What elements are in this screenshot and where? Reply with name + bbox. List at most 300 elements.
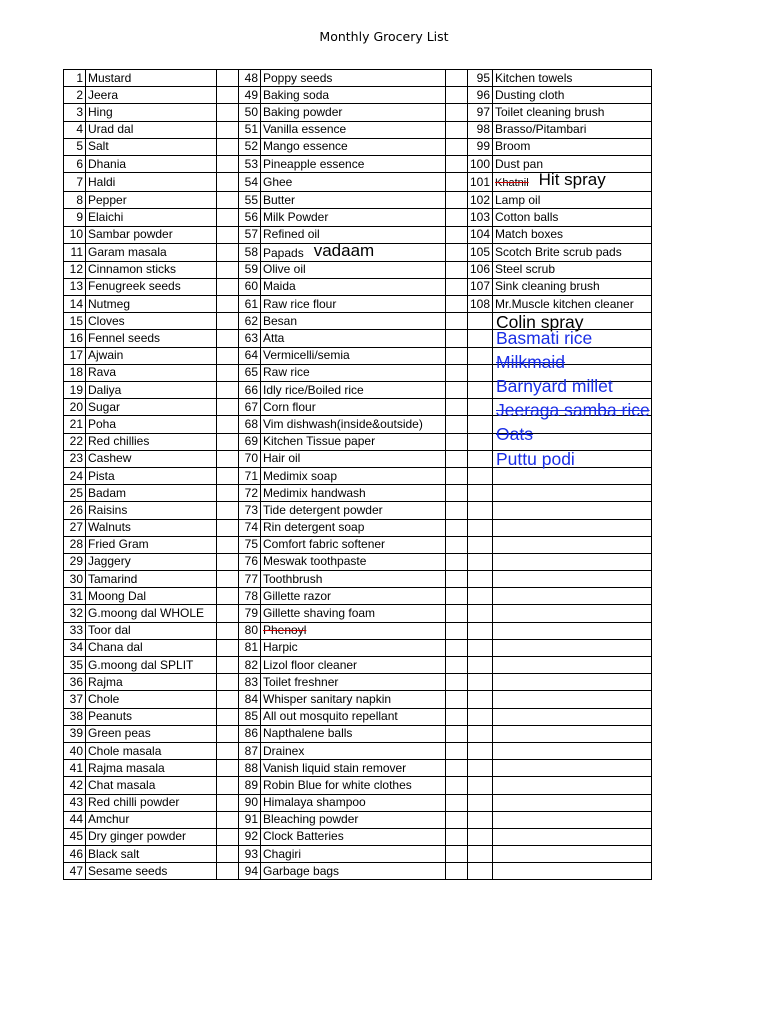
item-name xyxy=(86,622,217,639)
item-label: Rin detergent soap xyxy=(263,520,365,535)
item-number: 82 xyxy=(239,657,261,674)
item-check-cell xyxy=(217,433,239,450)
item-name xyxy=(86,192,217,209)
item-name xyxy=(261,138,446,155)
item-number: 55 xyxy=(239,192,261,209)
item-check-cell xyxy=(217,104,239,121)
item-label: Cinnamon sticks xyxy=(88,262,177,277)
item-number: 11 xyxy=(64,243,86,261)
item-check-cell xyxy=(446,777,468,794)
item-number: 97 xyxy=(468,104,493,121)
handwritten-item: Barnyard millet xyxy=(496,376,613,396)
item-number: 2 xyxy=(64,87,86,104)
item-number: 46 xyxy=(64,846,86,863)
item-name xyxy=(261,519,446,536)
item-name xyxy=(261,261,446,278)
item-number xyxy=(468,794,493,811)
table-row xyxy=(64,104,652,121)
item-check-cell xyxy=(446,725,468,742)
table-row xyxy=(64,70,652,87)
item-number: 86 xyxy=(239,725,261,742)
item-number: 70 xyxy=(239,450,261,467)
item-label: Daliya xyxy=(88,382,122,397)
item-name xyxy=(261,811,446,828)
item-number: 76 xyxy=(239,553,261,570)
item-number xyxy=(468,450,493,467)
item-name xyxy=(261,467,446,484)
item-label: Peanuts xyxy=(88,709,133,724)
item-number: 81 xyxy=(239,639,261,656)
item-name xyxy=(261,863,446,880)
item-check-cell xyxy=(217,313,239,330)
item-label: Sambar powder xyxy=(88,227,173,242)
item-name xyxy=(493,553,652,570)
item-name xyxy=(261,382,446,399)
item-number: 58 xyxy=(239,243,261,261)
item-number: 19 xyxy=(64,382,86,399)
item-label: Broom xyxy=(495,139,531,154)
item-name xyxy=(493,794,652,811)
item-label: Drainex xyxy=(263,743,305,758)
item-number: 84 xyxy=(239,691,261,708)
item-label: Olive oil xyxy=(263,262,306,277)
item-check-cell xyxy=(217,674,239,691)
item-name xyxy=(493,588,652,605)
item-number xyxy=(468,571,493,588)
item-name xyxy=(86,364,217,381)
item-label: Pepper xyxy=(88,192,127,207)
item-number xyxy=(468,725,493,742)
item-name xyxy=(86,467,217,484)
item-name xyxy=(261,155,446,172)
item-label: Himalaya shampoo xyxy=(263,795,366,810)
item-name xyxy=(493,87,652,104)
item-check-cell xyxy=(446,121,468,138)
item-number xyxy=(468,553,493,570)
item-number xyxy=(468,760,493,777)
item-label: Rajma masala xyxy=(88,760,165,775)
item-label: Baking powder xyxy=(263,104,343,119)
item-label: Raw rice flour xyxy=(263,296,337,311)
item-check-cell xyxy=(446,708,468,725)
item-check-cell xyxy=(217,605,239,622)
item-name xyxy=(261,209,446,226)
item-check-cell xyxy=(217,467,239,484)
item-label: Cloves xyxy=(88,313,125,328)
item-name xyxy=(493,742,652,759)
table-row xyxy=(64,536,652,553)
item-check-cell xyxy=(446,485,468,502)
item-number: 80 xyxy=(239,622,261,639)
item-label: Mango essence xyxy=(263,139,348,154)
item-number: 95 xyxy=(468,70,493,87)
item-label: Jaggery xyxy=(88,554,131,569)
item-check-cell xyxy=(217,416,239,433)
item-name xyxy=(261,87,446,104)
item-name xyxy=(86,639,217,656)
item-check-cell xyxy=(217,777,239,794)
item-check-cell xyxy=(446,553,468,570)
item-check-cell xyxy=(446,742,468,759)
item-name xyxy=(86,416,217,433)
item-name xyxy=(86,725,217,742)
item-name xyxy=(261,399,446,416)
item-check-cell xyxy=(446,433,468,450)
item-check-cell xyxy=(446,863,468,880)
item-number: 47 xyxy=(64,863,86,880)
item-label: Gillette razor xyxy=(263,588,332,603)
item-number: 14 xyxy=(64,296,86,313)
item-name xyxy=(261,433,446,450)
item-label: Scotch Brite scrub pads xyxy=(495,244,622,259)
item-number: 49 xyxy=(239,87,261,104)
item-name xyxy=(493,467,652,484)
item-check-cell xyxy=(217,209,239,226)
item-number: 6 xyxy=(64,155,86,172)
item-label: Whisper sanitary napkin xyxy=(263,691,392,706)
item-name xyxy=(261,278,446,295)
item-check-cell xyxy=(217,485,239,502)
item-label: Mustard xyxy=(88,70,132,85)
item-name xyxy=(261,450,446,467)
table-row xyxy=(64,243,652,261)
item-name xyxy=(86,846,217,863)
item-check-cell xyxy=(217,536,239,553)
item-check-cell xyxy=(446,605,468,622)
item-name xyxy=(261,330,446,347)
item-label: Khatnil xyxy=(495,177,529,190)
item-number: 61 xyxy=(239,296,261,313)
item-check-cell xyxy=(446,828,468,845)
item-name xyxy=(261,674,446,691)
item-label: Walnuts xyxy=(88,520,131,535)
item-label: Chole masala xyxy=(88,743,162,758)
item-name xyxy=(493,226,652,243)
item-name xyxy=(261,416,446,433)
item-check-cell xyxy=(446,399,468,416)
item-number: 104 xyxy=(468,226,493,243)
item-label: Tamarind xyxy=(88,571,138,586)
item-number: 30 xyxy=(64,571,86,588)
item-name xyxy=(86,313,217,330)
table-row xyxy=(64,674,652,691)
item-label: Match boxes xyxy=(495,227,564,242)
item-name xyxy=(493,278,652,295)
item-number: 59 xyxy=(239,261,261,278)
item-label: Red chilli powder xyxy=(88,795,180,810)
item-number: 75 xyxy=(239,536,261,553)
item-number: 65 xyxy=(239,364,261,381)
item-label: Vermicelli/semia xyxy=(263,348,350,363)
item-label: Kitchen Tissue paper xyxy=(263,434,376,449)
item-number: 36 xyxy=(64,674,86,691)
item-label: Cotton balls xyxy=(495,209,559,224)
item-label: Green peas xyxy=(88,726,151,741)
item-check-cell xyxy=(217,121,239,138)
item-name xyxy=(86,121,217,138)
item-number: 67 xyxy=(239,399,261,416)
item-number xyxy=(468,657,493,674)
item-number: 5 xyxy=(64,138,86,155)
item-name xyxy=(86,657,217,674)
item-name xyxy=(261,240,446,261)
item-name xyxy=(261,657,446,674)
item-name xyxy=(86,261,217,278)
item-number: 103 xyxy=(468,209,493,226)
table-row xyxy=(64,433,652,450)
item-number: 54 xyxy=(239,173,261,192)
item-number xyxy=(468,382,493,399)
item-name xyxy=(86,811,217,828)
item-name xyxy=(493,138,652,155)
item-check-cell xyxy=(446,313,468,330)
item-check-cell xyxy=(217,261,239,278)
item-check-cell xyxy=(217,657,239,674)
item-number xyxy=(468,330,493,347)
item-check-cell xyxy=(217,347,239,364)
item-label: Meswak toothpaste xyxy=(263,554,367,569)
item-label: Chana dal xyxy=(88,640,143,655)
item-check-cell xyxy=(217,155,239,172)
item-label: Kitchen towels xyxy=(495,70,573,85)
page-title: Monthly Grocery List xyxy=(319,29,449,44)
item-label: Cashew xyxy=(88,451,132,466)
item-number: 38 xyxy=(64,708,86,725)
item-label: Clock Batteries xyxy=(263,829,344,844)
item-name xyxy=(86,794,217,811)
item-label: Lamp oil xyxy=(495,192,541,207)
item-check-cell xyxy=(446,450,468,467)
item-check-cell xyxy=(446,173,468,192)
table-row xyxy=(64,588,652,605)
item-name xyxy=(493,70,652,87)
item-name xyxy=(86,519,217,536)
item-name xyxy=(86,828,217,845)
item-check-cell xyxy=(446,87,468,104)
item-number: 35 xyxy=(64,657,86,674)
item-check-cell xyxy=(217,742,239,759)
item-name xyxy=(261,725,446,742)
item-number: 31 xyxy=(64,588,86,605)
item-label: Pineapple essence xyxy=(263,156,365,171)
item-number: 44 xyxy=(64,811,86,828)
item-number xyxy=(468,313,493,330)
table-row xyxy=(64,725,652,742)
item-number xyxy=(468,416,493,433)
item-number: 106 xyxy=(468,261,493,278)
item-label: Garbage bags xyxy=(263,863,340,878)
item-name xyxy=(86,433,217,450)
item-number: 69 xyxy=(239,433,261,450)
item-label: Poha xyxy=(88,416,117,431)
item-number: 52 xyxy=(239,138,261,155)
item-label: Jeera xyxy=(88,87,119,102)
item-name xyxy=(86,708,217,725)
item-name xyxy=(86,70,217,87)
item-number: 43 xyxy=(64,794,86,811)
item-name xyxy=(493,519,652,536)
item-name xyxy=(261,104,446,121)
item-label: Fenugreek seeds xyxy=(88,279,181,294)
item-number xyxy=(468,828,493,845)
item-name xyxy=(261,173,446,192)
item-label: Baking soda xyxy=(263,87,330,102)
table-row xyxy=(64,173,652,192)
item-number: 98 xyxy=(468,121,493,138)
item-check-cell xyxy=(217,622,239,639)
item-number: 102 xyxy=(468,192,493,209)
item-name xyxy=(86,226,217,243)
item-number: 40 xyxy=(64,742,86,759)
item-label: Raisins xyxy=(88,502,128,517)
item-name xyxy=(493,121,652,138)
item-name xyxy=(86,155,217,172)
item-name xyxy=(493,639,652,656)
item-label: Medimix soap xyxy=(263,468,338,483)
item-label: Lizol floor cleaner xyxy=(263,657,358,672)
item-check-cell xyxy=(446,261,468,278)
item-check-cell xyxy=(217,192,239,209)
item-name xyxy=(261,571,446,588)
item-number: 68 xyxy=(239,416,261,433)
item-number xyxy=(468,639,493,656)
item-name xyxy=(86,347,217,364)
table-row xyxy=(64,87,652,104)
table-row xyxy=(64,622,652,639)
item-name xyxy=(493,811,652,828)
table-row xyxy=(64,657,652,674)
item-number: 85 xyxy=(239,708,261,725)
item-number: 105 xyxy=(468,243,493,261)
item-name xyxy=(261,777,446,794)
item-check-cell xyxy=(217,70,239,87)
item-check-cell xyxy=(446,657,468,674)
item-name xyxy=(493,760,652,777)
table-row xyxy=(64,708,652,725)
table-row xyxy=(64,760,652,777)
item-check-cell xyxy=(217,87,239,104)
item-number xyxy=(468,399,493,416)
item-number xyxy=(468,364,493,381)
item-number xyxy=(468,777,493,794)
item-number: 34 xyxy=(64,639,86,656)
item-number xyxy=(468,708,493,725)
item-name xyxy=(86,296,217,313)
item-check-cell xyxy=(446,571,468,588)
item-name xyxy=(493,691,652,708)
item-label: Medimix handwash xyxy=(263,485,366,500)
item-check-cell xyxy=(217,138,239,155)
item-label: Brasso/Pitambari xyxy=(495,122,587,137)
item-name xyxy=(261,605,446,622)
item-name xyxy=(493,170,652,192)
item-name xyxy=(261,588,446,605)
item-name xyxy=(261,536,446,553)
item-check-cell xyxy=(446,155,468,172)
item-name xyxy=(493,674,652,691)
item-number: 91 xyxy=(239,811,261,828)
item-check-cell xyxy=(446,278,468,295)
item-name xyxy=(86,104,217,121)
item-name xyxy=(86,450,217,467)
item-name xyxy=(86,278,217,295)
item-check-cell xyxy=(217,571,239,588)
item-label: Refined oil xyxy=(263,227,320,242)
handwritten-note: Hit spray xyxy=(538,170,606,190)
item-number xyxy=(468,519,493,536)
handwritten-item: Colin spray xyxy=(496,312,584,332)
item-label: Comfort fabric softener xyxy=(263,537,386,552)
item-label: Vim dishwash(inside&outside) xyxy=(263,416,423,431)
item-name xyxy=(86,571,217,588)
table-row xyxy=(64,828,652,845)
table-row xyxy=(64,863,652,880)
item-check-cell xyxy=(446,364,468,381)
item-name xyxy=(493,209,652,226)
item-name xyxy=(493,777,652,794)
item-check-cell xyxy=(446,622,468,639)
item-label: Vanish liquid stain remover xyxy=(263,760,407,775)
item-number: 32 xyxy=(64,605,86,622)
table-row xyxy=(64,794,652,811)
handwritten-note: vadaam xyxy=(313,240,375,260)
item-number: 73 xyxy=(239,502,261,519)
item-name xyxy=(493,296,652,313)
item-number: 72 xyxy=(239,485,261,502)
item-name xyxy=(261,192,446,209)
item-label: All out mosquito repellant xyxy=(263,709,398,724)
item-label: Papads xyxy=(263,245,304,260)
item-number: 39 xyxy=(64,725,86,742)
item-label: Rava xyxy=(88,365,117,380)
item-name xyxy=(86,138,217,155)
item-label: Toilet cleaning brush xyxy=(495,104,605,119)
item-number: 107 xyxy=(468,278,493,295)
item-number: 108 xyxy=(468,296,493,313)
item-label: Hair oil xyxy=(263,451,301,466)
item-name xyxy=(86,502,217,519)
table-row xyxy=(64,571,652,588)
item-label: Fried Gram xyxy=(88,537,149,552)
item-name xyxy=(86,243,217,261)
table-row xyxy=(64,278,652,295)
item-check-cell xyxy=(446,104,468,121)
item-number: 93 xyxy=(239,846,261,863)
item-check-cell xyxy=(217,450,239,467)
item-number: 15 xyxy=(64,313,86,330)
item-check-cell xyxy=(446,416,468,433)
item-name xyxy=(261,794,446,811)
item-label: Chole xyxy=(88,691,120,706)
item-number: 17 xyxy=(64,347,86,364)
item-name xyxy=(86,605,217,622)
item-number: 57 xyxy=(239,226,261,243)
item-number: 8 xyxy=(64,192,86,209)
item-name xyxy=(493,863,652,880)
item-label: G.moong dal SPLIT xyxy=(88,657,194,672)
item-check-cell xyxy=(446,192,468,209)
item-number: 101 xyxy=(468,173,493,192)
item-name xyxy=(493,104,652,121)
item-number: 48 xyxy=(239,70,261,87)
item-number: 88 xyxy=(239,760,261,777)
item-label: Haldi xyxy=(88,174,116,189)
item-check-cell xyxy=(217,639,239,656)
item-name xyxy=(493,536,652,553)
item-check-cell xyxy=(217,519,239,536)
item-label: Atta xyxy=(263,331,285,346)
item-name xyxy=(86,863,217,880)
